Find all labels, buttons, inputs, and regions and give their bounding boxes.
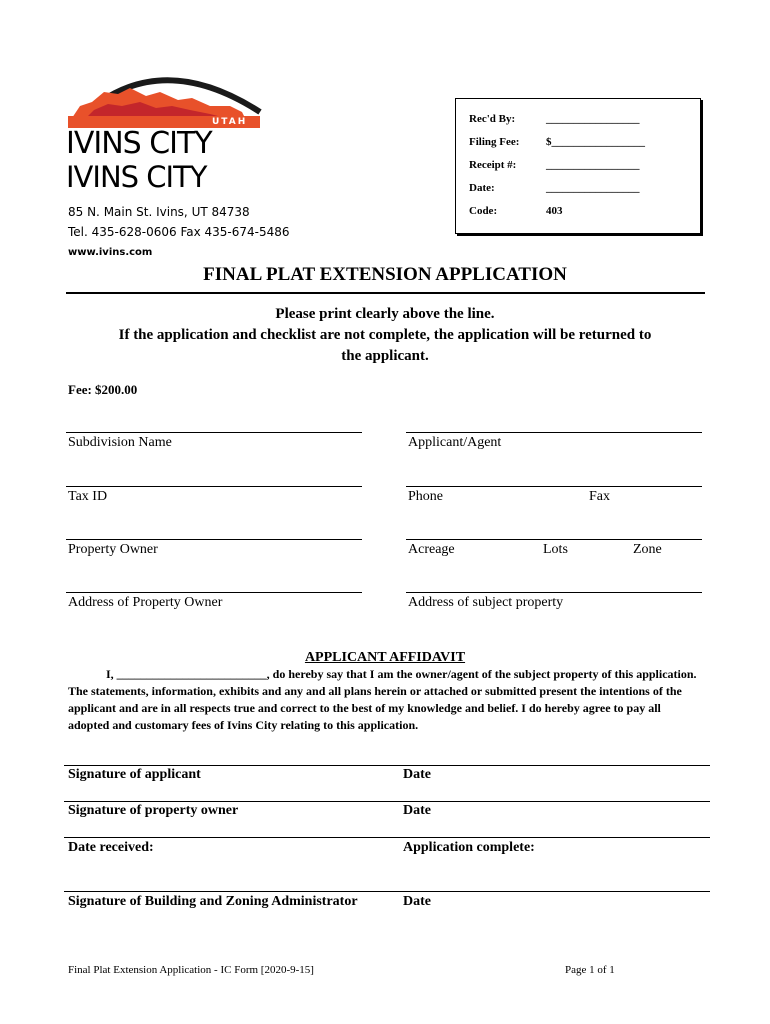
acreage-lots-zone-field[interactable] xyxy=(406,539,702,540)
office-value-code: 403 xyxy=(546,205,563,217)
affidavit-title: APPLICANT AFFIDAVIT xyxy=(304,650,466,665)
subdivision-name-field[interactable] xyxy=(66,432,362,433)
page-title: FINAL PLAT EXTENSION APPLICATION xyxy=(203,264,567,285)
subdivision-name-label: Subdivision Name xyxy=(68,435,172,450)
affidavit-paragraph: I, _________________________, do hereby say that I am the owner/agent of the subject property of this application. The statements, information, exhibits and any and all plans herein or attached or submitted present the intentions of the applicant and are in all respects true and correct to the best of my knowledge and belief. I do hereby agree to pay all adopted and customary fees of Ivins City relating to this application. xyxy=(68,667,697,732)
logo-banner-text: UTAH xyxy=(212,117,248,127)
office-value-recd-by[interactable]: _________________ xyxy=(546,113,640,125)
fax-label: Fax xyxy=(589,489,610,504)
address-subject-property-label: Address of subject property xyxy=(408,595,564,610)
zone-label: Zone xyxy=(633,542,662,557)
signature-applicant-label: Signature of applicant xyxy=(68,767,201,782)
city-phone-fax: Tel. 435-628-0606 Fax 435-674-5486 xyxy=(68,225,290,239)
signature-rule xyxy=(64,837,710,838)
office-label-date: Date: xyxy=(469,182,495,194)
affidavit-text xyxy=(68,666,704,734)
signature-admin-label: Signature of Building and Zoning Administrator xyxy=(68,894,358,909)
instruction-line-3: the applicant. xyxy=(341,348,429,364)
date-label-1: Date xyxy=(403,767,431,782)
logo-city-name-alt: IVINS CITY xyxy=(66,160,207,194)
office-value-date[interactable]: _________________ xyxy=(546,182,640,194)
date-label-2: Date xyxy=(403,803,431,818)
property-owner-label: Property Owner xyxy=(68,542,158,557)
signature-owner-label: Signature of property owner xyxy=(68,803,239,818)
phone-fax-field[interactable] xyxy=(406,486,702,487)
city-website: www.ivins.com xyxy=(68,247,153,258)
logo-city-name: IVINS CITY xyxy=(66,126,212,161)
date-received-label: Date received: xyxy=(68,840,154,855)
address-subject-property-field[interactable] xyxy=(406,592,702,593)
footer-page-number: Page 1 of 1 xyxy=(565,964,615,976)
address-property-owner-label: Address of Property Owner xyxy=(68,595,223,610)
signature-rule xyxy=(64,891,710,892)
office-label-filing-fee: Filing Fee: xyxy=(469,136,520,148)
office-value-filing-fee[interactable]: $_________________ xyxy=(546,136,645,148)
title-divider xyxy=(66,292,705,294)
lots-label: Lots xyxy=(543,542,568,557)
office-use-box xyxy=(455,98,701,234)
address-property-owner-field[interactable] xyxy=(66,592,362,593)
footer-form-name: Final Plat Extension Application - IC Form [2020-9-15] xyxy=(68,964,314,976)
application-complete-label: Application complete: xyxy=(403,840,535,855)
acreage-label: Acreage xyxy=(408,542,455,557)
property-owner-field[interactable] xyxy=(66,539,362,540)
office-value-receipt[interactable]: _________________ xyxy=(546,159,640,171)
applicant-agent-field[interactable] xyxy=(406,432,702,433)
fee-amount: Fee: $200.00 xyxy=(68,382,138,397)
phone-label: Phone xyxy=(408,489,443,504)
date-label-3: Date xyxy=(403,894,431,909)
city-address: 85 N. Main St. Ivins, UT 84738 xyxy=(68,205,250,219)
office-label-recd-by: Rec'd By: xyxy=(469,113,516,125)
instruction-line-1: Please print clearly above the line. xyxy=(275,306,495,322)
applicant-agent-label: Applicant/Agent xyxy=(408,435,502,450)
tax-id-field[interactable] xyxy=(66,486,362,487)
instruction-line-2: If the application and checklist are not complete, the application will be returned to xyxy=(118,327,652,343)
signature-rule xyxy=(64,765,710,766)
tax-id-label: Tax ID xyxy=(68,489,108,504)
office-label-code: Code: xyxy=(469,205,498,217)
signature-rule xyxy=(64,801,710,802)
office-label-receipt: Receipt #: xyxy=(469,159,517,171)
